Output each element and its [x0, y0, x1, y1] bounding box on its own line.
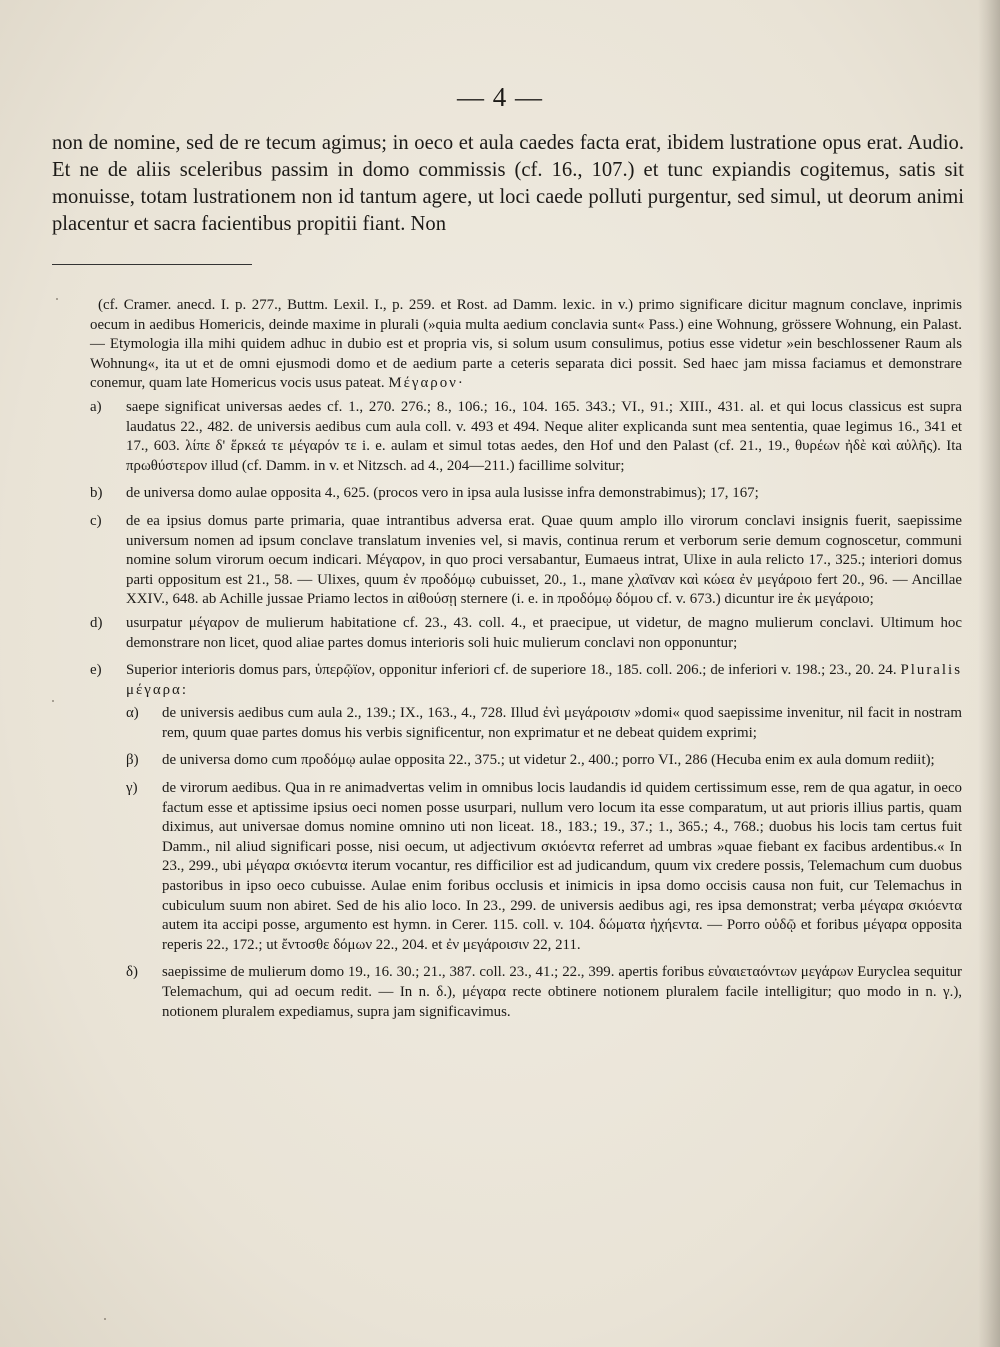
page-edge-shadow — [978, 0, 1000, 1347]
note-item-marker: d) — [90, 614, 103, 631]
note-item-text: Superior interioris domus pars, ὑπερῷϊον, opponitur inferiori cf. de superiore 18., 185. coll. 206.; de inferiori v. 198.; 23., 20. 24. — [126, 662, 897, 679]
main-text — [52, 130, 964, 238]
note-item-marker: a) — [90, 398, 102, 415]
note-item-c — [90, 512, 962, 610]
note-subitem-text: saepissime de mulierum domo 19., 16. 30.; 21., 387. coll. 23., 41.; 22., 399. apertis foribus εὐναιεταόντων μεγάρων Euryclea sequitur Telemachum, qui ad oecum redit. — In n. δ.), μέγαρα recte obtinere notionem pluralem facile intelligitur; quo modo in n. γ.), notionem pluralem expediamus, supra jam significavimus. — [162, 964, 962, 1020]
note-subitem-text: de universis aedibus cum aula 2., 139.; IX., 163., 4., 728. Illud ἐνὶ μεγάροισιν »domi« quod saepissime invenitur, nil facit in nostram rem, quum quae partes domus his verbis significentur, non exprimatur et ne debeat quidem exprimi; — [162, 705, 962, 741]
paper-speck — [52, 700, 54, 702]
note-intro-text: (cf. Cramer. anecd. I. p. 277., Buttm. Lexil. I., p. 259. et Rost. ad Damm. lexic. in v.) primo significare dicitur magnum conclave, inprimis oecum in aedibus Homericis, deinde maxime in plurali (»quia multa aedium conclavia sunt« Pass.) eine Wohnung, grössere Wohnung, ein Palast. — Etymologia illa mihi quidem adhuc in dubio est et propria vis, si solum usum consulimus, potius esse videtur »ein beschlossener Raum als Wohnung«, ita ut et de omni ejusmodi domo et de aedium parte a ceteris separata dici possit. Sed haec jam missa faciamus et demonstrare conemur, quam late Homericus vocis usus pateat. — [90, 297, 962, 392]
note-item-text: usurpatur μέγαρον de mulierum habitatione cf. 23., 43. coll. 4., et praecipue, ut videtur, de magno mulierum conclavi. Ultimum hoc demonstrare non licet, quod aliae partes domus interioris soli huic mulierum conclavi non opponuntur; — [126, 614, 962, 651]
page-number: — 4 — — [457, 82, 543, 112]
note-item-text: de ea ipsius domus parte primaria, quae intrantibus adversa erat. Quae quum amplo illo virorum conclavi insignis fuerit, saepissime universum nomen ad ipsum conclave translatum invenies vel, si mavis, continua rerum et verborum serie demum cognoscetur, communi nomine solum virorum oecum indicari. Μέγαρον, in quo proci versabantur, Eumaeus intrat, Ulixe in aula relicto 17., 325.; interiori domus parti oppositum est 21., 58. — Ulixes, quum ἐν προδόμῳ cubuisset, 20., 1., mane χλαῖναν καὶ κώεα ἐν μεγάροιο fert 20., 96. — Ancillae XXIV., 648. ab Achille jussae Priamo lectos in αἰθούσῃ sternere (i. e. in προδόμῳ δόμου cf. v. 673.) dicuntur ire ἐκ μεγάροιο; — [126, 512, 962, 608]
note-subitem-marker: β) — [126, 752, 139, 769]
note-subitem-delta — [90, 963, 962, 1022]
note-item-text: de universa domo aulae opposita 4., 625. (procos vero in ipsa aula lusisse infra demonstrabimus); 17, 167; — [126, 485, 759, 502]
note-item-a — [90, 398, 962, 476]
note-item-e — [90, 661, 962, 700]
note-intro-term: Μέγαρον· — [388, 375, 465, 392]
note-subitem-gamma — [90, 779, 962, 955]
note-item-marker: c) — [90, 512, 102, 529]
paper-speck — [104, 1318, 106, 1320]
note-item-text: saepe significat universas aedes cf. 1., 270. 276.; 8., 106.; 16., 104. 165. 343.; VI., 91.; XIII., 431. al. et qui locus classicus est supra laudatus 22., 482. de universis aedibus cum aula coll. v. 493 et 494. Neque aliter explicanda sunt mea sententia, quae legimus 16., 341 et 17., 603. λίπε δ' ἕρκεά τε μέγαρόν τε i. e. aulam et simul totas aedes, den Hof und den Palast (cf. 21., 19., θυρέων ἠδὲ καὶ αὐλῆς). Ita πρωθύστερον illud (cf. Damm. in v. et Nitzsch. ad 4., 204—211.) facillime solvitur; — [126, 398, 962, 474]
note-subitem-marker: δ) — [126, 964, 138, 981]
plural-label: Pluralis μέγαρα: — [126, 662, 962, 698]
note-subitem-alpha — [90, 704, 962, 743]
note-subitem-beta — [90, 751, 962, 771]
note-subitem-text: de virorum aedibus. Qua in re animadvertas velim in omnibus locis laudandis id quidem certissimum esse, rem de qua agatur, in oeco factum esse et aptissime ipsius oeci nomen posse usurpari, nullum vero locum ita esse comparatum, ut aut prioris illius partis, quam diximus, aut universae domus nomine omnino uti non liceat. 18., 183.; 19., 37.; 1., 365.; 4., 768.; duobus his locis tam certus fuit Damm., nil aliud significari posse, nisi oecum, ut adjectivum σκιόεντα referret ad umbras »quae fiebant ex facibus ardentibus.« In 23., 299., ubi μέγαρα σκιόεντα iterum vocantur, res difficilior est ad judicandum, quum vix credere possis, Telemachum cum duobus pastoribus in ipso oeco cubuisse. Aulae enim foribus occlusis et inimicis in ipsa domo occisis causa non fuit, cur Telemachus in cubiculum suum non abiret. Sed de his alio loco. In 23., 299. de universis aedibus agi, res ipsa demonstrat; verba μέγαρα σκιόεντα autem ita accipi posse, argumento est hymn. in Cerer. 115. coll. v. 104. δώματα ἠχήεντα. — Porro οὐδῷ et foribus μέγαρα opposita reperis 22., 172.; ut ἔντοσθε δόμων 22., 204. et ἐν μεγάροισιν 22, 211. — [162, 780, 962, 953]
paper-speck — [56, 298, 58, 300]
note-item-b — [90, 484, 962, 504]
note-item-d — [90, 614, 962, 653]
note-intro — [90, 296, 962, 394]
note-subitem-marker: α) — [126, 705, 139, 722]
footnotes — [90, 296, 962, 1022]
note-item-text-wrap — [126, 661, 962, 700]
note-subitem-text: de universa domo cum προδόμῳ aulae opposita 22., 375.; ut videtur 2., 400.; porro VI., 286 (Hecuba enim ex aula domum rediit); — [162, 752, 935, 769]
note-item-marker: e) — [90, 662, 102, 679]
main-paragraph: non de nomine, sed de re tecum agimus; in oeco et aula caedes facta erat, ibidem lustratione opus erat. Audio. Et ne de aliis sceleribus passim in domo commissis (cf. 16., 107.) et tunc expiandis cogitemus, satis sit monuisse, totam lustrationem non id tantum agere, ut loci caede polluti purgentur, sed simul, ut deorum animi placentur et sacra facientibus propitii fiant. Non — [52, 132, 964, 235]
note-item-marker: b) — [90, 485, 103, 502]
note-subitem-marker: γ) — [126, 780, 138, 797]
footnote-separator — [52, 264, 252, 265]
